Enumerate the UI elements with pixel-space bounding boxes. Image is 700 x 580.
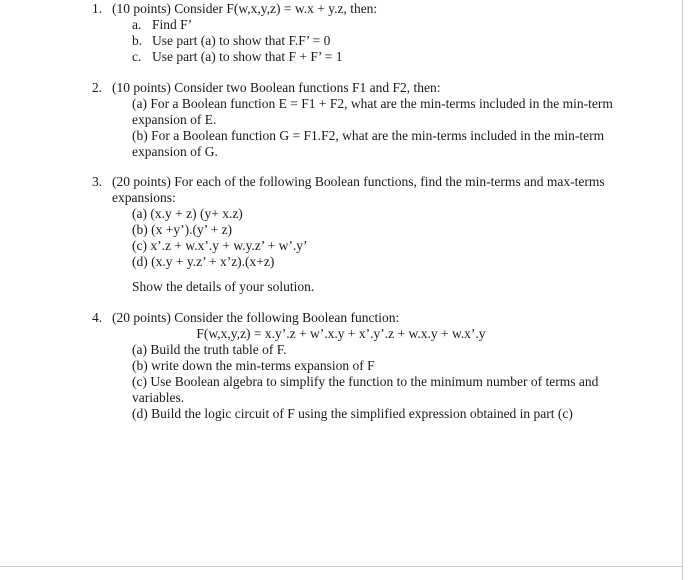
page-edge-right [682, 0, 683, 580]
part-label: b. [132, 33, 143, 48]
boolean-formula: F(w,x,y,z) = x.y’.z + w’.x.y + x’.y’.z + w.x.y + w.x’.y [196, 326, 486, 341]
question-intro: (10 points) Consider F(w,x,y,z) = w.x + y.z, then: [112, 1, 378, 16]
question-line: expansion of E. [132, 112, 217, 127]
question-number: 4. [92, 310, 103, 325]
question-number: 3. [92, 174, 103, 189]
question-intro: (10 points) Consider two Boolean functions F1 and F2, then: [112, 80, 441, 95]
question-note: Show the details of your solution. [132, 279, 315, 294]
question-line: variables. [132, 390, 185, 405]
part-label: c. [132, 49, 142, 64]
question-line: (a) For a Boolean function E = F1 + F2, what are the min-terms included in the min-term [132, 96, 613, 111]
question-line: (b) (x +y’).(y’ + z) [132, 222, 233, 237]
page-edge-bottom [0, 566, 683, 567]
question-line: (a) Build the truth table of F. [132, 342, 287, 357]
question-line: (b) write down the min-terms expansion of F [132, 358, 375, 373]
question-number: 2. [92, 80, 103, 95]
question-line: (a) (x.y + z) (y+ x.z) [132, 206, 243, 221]
question-line: (b) For a Boolean function G = F1.F2, what are the min-terms included in the min-term [132, 128, 605, 143]
question-intro: (20 points) Consider the following Boolean function: [112, 310, 400, 325]
question-intro-continued: expansions: [112, 190, 176, 205]
question-line: (d) (x.y + y.z’ + x’z).(x+z) [132, 254, 275, 269]
part-label: a. [132, 17, 142, 32]
question-line: (d) Build the logic circuit of F using the simplified expression obtained in part (c) [132, 406, 573, 421]
question-intro: (20 points) For each of the following Boolean functions, find the min-terms and max-terms [112, 174, 605, 189]
question-number: 1. [92, 1, 103, 16]
question-line: expansion of G. [132, 144, 218, 159]
part-text: Use part (a) to show that F.F’ = 0 [152, 33, 331, 48]
question-line: (c) Use Boolean algebra to simplify the function to the minimum number of terms and [132, 374, 599, 389]
question-line: (c) x’.z + w.x’.y + w.y.z’ + w’.y’ [132, 238, 308, 253]
part-text: Find F’ [152, 17, 193, 32]
part-text: Use part (a) to show that F + F’ = 1 [152, 49, 343, 64]
